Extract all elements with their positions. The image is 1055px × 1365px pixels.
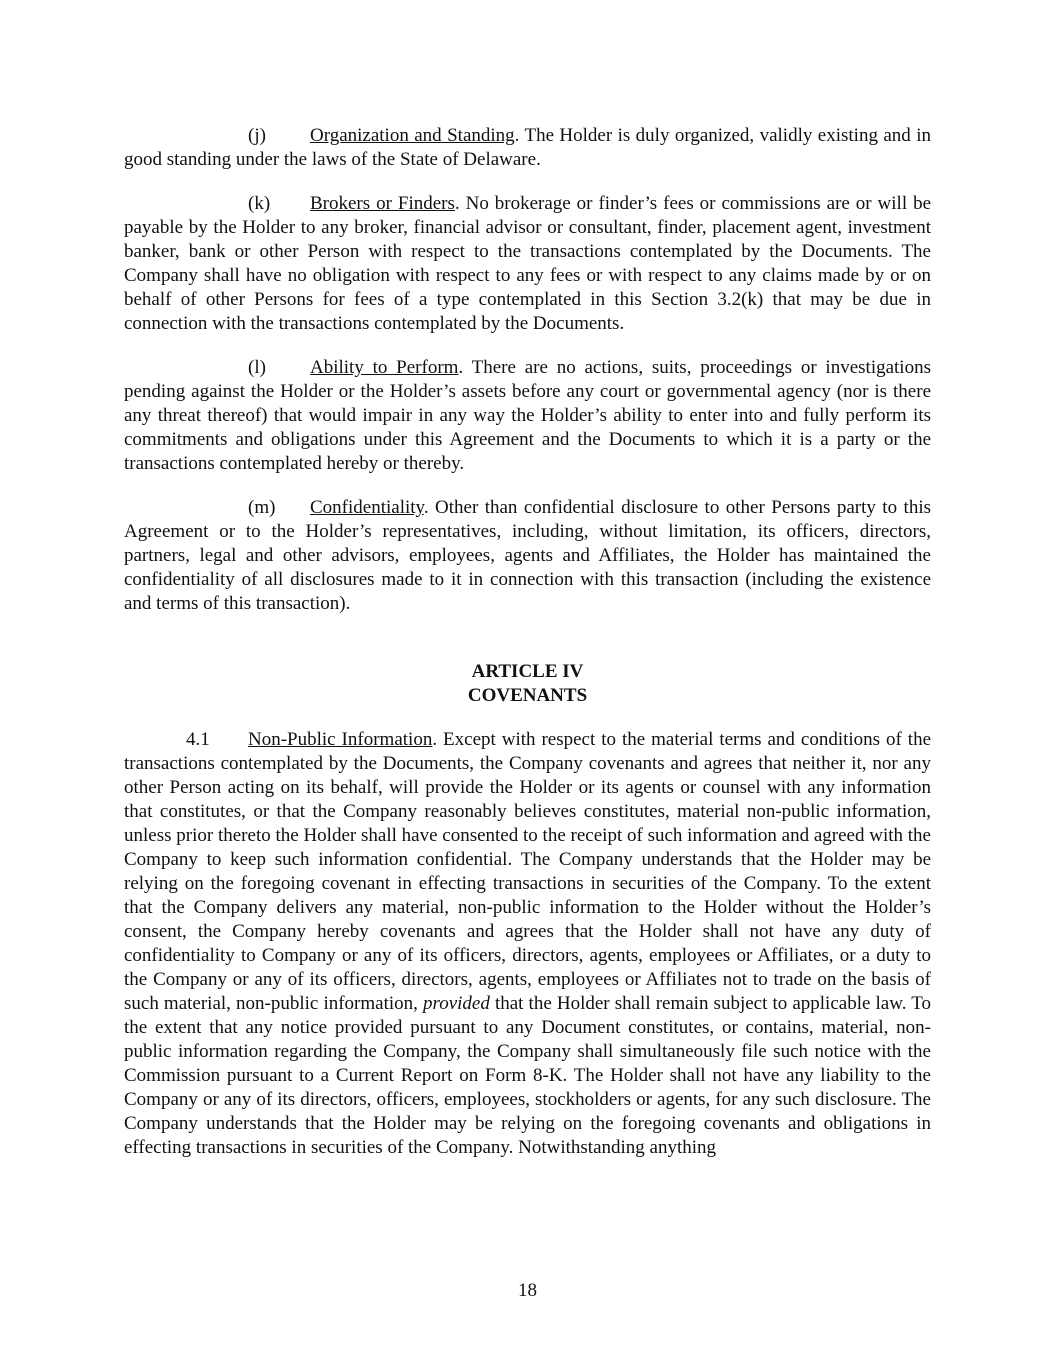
article-title: COVENANTS [467, 685, 588, 706]
paragraph-label: (l) [248, 357, 266, 378]
paragraph-j [124, 124, 931, 172]
article-number: ARTICLE IV [471, 661, 584, 682]
paragraph-heading: Organization and Standing [310, 125, 515, 146]
section-italic-term: provided [423, 993, 490, 1014]
section-label: 4.1 [186, 729, 210, 750]
paragraph-l [124, 356, 931, 476]
paragraph-heading: Confidentiality [310, 497, 424, 518]
paragraph-label: (k) [248, 193, 271, 214]
paragraph-text: . No brokerage or finder’s fees or commissions are or will be payable by the Holder to any broker, financial advisor or consultant, finder, placement agent, investment banker, bank or other Person with respect to the transactions contemplated by the Documents. The Company shall have no obligation with respect to any fees or with respect to any claims made by or on behalf of other Persons for fees of a type contemplated in this Section 3.2(k) that may be due in connection with the transactions contemplated by the Documents. [124, 193, 932, 334]
document-body [124, 124, 931, 1160]
section-heading: Non-Public Information [248, 729, 433, 750]
section-text-continued: that the Holder shall remain subject to applicable law. To the extent that any notice provided pursuant to any Document constitutes, or contains, material, non-public information regarding the Company, the Company shall simultaneously file such notice with the Commission pursuant to a Current Report on Form 8-K. The Holder shall not have any liability to the Company or any of its directors, officers, employees, stockholders or agents, for any such disclosure. The Company understands that the Holder may be relying on the foregoing covenants and obligations in effecting transactions in securities of the Company. Notwithstanding anything [124, 993, 931, 1158]
paragraph-label: (m) [248, 497, 276, 518]
paragraph-k [124, 192, 931, 336]
paragraph-label: (j) [248, 125, 266, 146]
paragraph-text: . Other than confidential disclosure to other Persons party to this Agreement or to the Holder’s representatives, including, without limitation, its officers, directors, partners, legal and other advisors, employees, agents and Affiliates, the Holder has maintained the confidentiality of all disclosures made to it in connection with this transaction (including the existence and terms of this transaction). [124, 497, 931, 614]
page-number: 18 [518, 1280, 537, 1301]
article-heading [124, 660, 931, 708]
paragraph-text: . There are no actions, suits, proceedings or investigations pending against the Holder or the Holder’s assets before any court or governmental agency (nor is there any threat thereof) that would impair in any way the Holder’s ability to enter into and fully perform its commitments and obligations under this Agreement and the Documents to which it is a party or the transactions contemplated hereby or thereby. [124, 357, 931, 474]
paragraph-text: . The Holder is duly organized, validly existing and in good standing under the laws of the State of Delaware. [124, 125, 931, 170]
section-text: . Except with respect to the material terms and conditions of the transactions contemplated by the Documents, the Company covenants and agrees that neither it, nor any other Person acting on its behalf, will provide the Holder or its agents or counsel with any information that constitutes, or that the Company reasonably believes constitutes, material non-public information, unless prior thereto the Holder shall have consented to the receipt of such information and agreed with the Company to keep such information confidential. The Company understands that the Holder may be relying on the foregoing covenant in effecting transactions in securities of the Company. To the extent that the Company delivers any material, non-public information to the Holder without the Holder’s consent, the Company hereby covenants and agrees that the Holder shall not have any duty of confidentiality to Company or any of its officers, directors, agents, employees or Affiliates, or a duty to the Company or any of its officers, directors, agents, employees or Affiliates not to trade on the basis of such material, non-public information, [124, 729, 932, 1014]
paragraph-m [124, 496, 931, 616]
section-4-1 [124, 728, 931, 1160]
paragraph-heading: Ability to Perform [310, 357, 459, 378]
paragraph-heading: Brokers or Finders [310, 193, 455, 214]
